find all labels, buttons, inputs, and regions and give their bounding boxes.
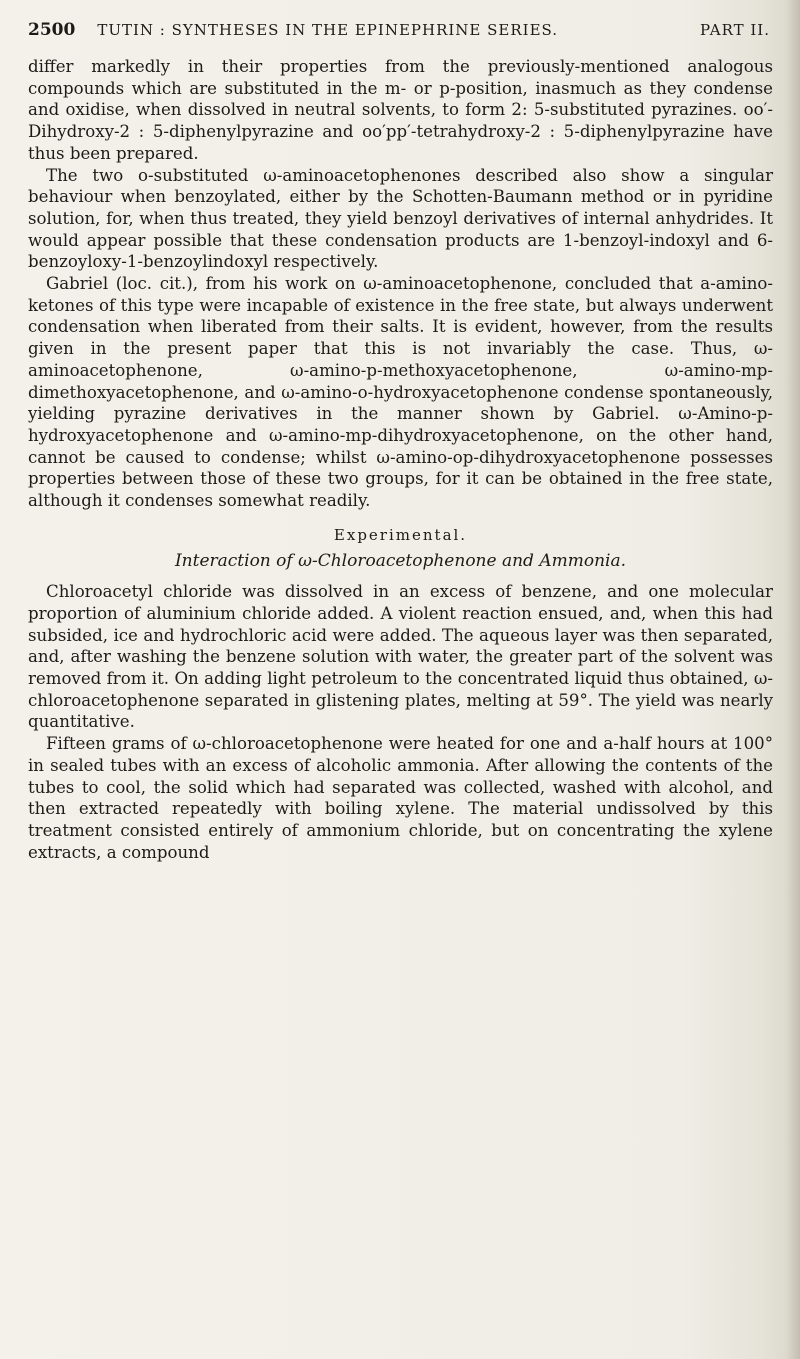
running-title: TUTIN : SYNTHESES IN THE EPINEPHRINE SERIES. (97, 21, 559, 39)
body-text (28, 56, 773, 863)
page-number: 2500 (28, 20, 76, 40)
paragraph: Chloroacetyl chloride was dissolved in an excess of benzene, and one molecular proportion of aluminium chloride added. A violent reaction ensued, and, when this had subsided, ice and hydrochloric acid were added. The aqueous layer was then separated, and, after washing the benzene solution with water, the greater part of the solvent was removed from it. On adding light petroleum to the concentrated liquid thus obtained, ω-chloroacetophenone separated in glistening plates, melting at 59°. The yield was nearly quantitative. (28, 582, 773, 732)
subsection-heading: Interaction of ω-Chloroacetophenone and Ammonia. (174, 551, 627, 572)
section-heading: Experimental. (333, 525, 468, 544)
paragraph: differ markedly in their properties from the previously-mentioned analogous compounds which are substituted in the m- or p-position, inasmuch as they condense and oxidise, when dissolved in neutral solvents, to form 2: 5-substituted pyrazines. oo′-Dihydroxy-2 : 5-diphenylpyrazine and oo′pp′-tetrahydroxy-2 : 5-diphenylpyrazine have thus been prepared. (28, 57, 773, 163)
paragraph: Gabriel (loc. cit.), from his work on ω-aminoacetophenone, concluded that a-amino-ketones of this type were incapable of existence in the free state, but always underwent condensation when liberated from their salts. It is evident, however, from the results given in the present paper that this is not invariably the case. Thus, ω-aminoacetophenone, ω-amino-p-methoxyacetophenone, ω-amino-mp-dimethoxyacetophenone, and ω-amino-o-hydroxyacetophenone condense spontaneously, yielding pyrazine derivatives in the manner shown by Gabriel. ω-Amino-p-hydroxyacetophenone and ω-amino-mp-dihydroxyacetophenone, on the other hand, cannot be caused to condense; whilst ω-amino-op-dihydroxyacetophenone possesses properties between those of these two groups, for it can be obtained in the free state, although it condenses somewhat readily. (28, 274, 773, 511)
part-label: PART II. (700, 21, 770, 39)
running-header (28, 20, 770, 40)
paragraph: Fifteen grams of ω-chloroacetophenone were heated for one and a-half hours at 100° in sealed tubes with an excess of alcoholic ammonia. After allowing the contents of the tubes to cool, the solid which had separated was collected, washed with alcohol, and then extracted repeatedly with boiling xylene. The material undissolved by this treatment consisted entirely of ammonium chloride, but on concentrating the xylene extracts, a compound (28, 734, 773, 862)
page-edge-shadow (786, 0, 800, 1359)
paragraph: The two o-substituted ω-aminoacetophenones described also show a singular behaviour when benzoylated, either by the Schotten-Baumann method or in pyridine solution, for, when thus treated, they yield benzoyl derivatives of internal anhydrides. It would appear possible that these condensation products are 1-benzoyl-indoxyl and 6-benzoyloxy-1-benzoylindoxyl respectively. (28, 165, 773, 272)
